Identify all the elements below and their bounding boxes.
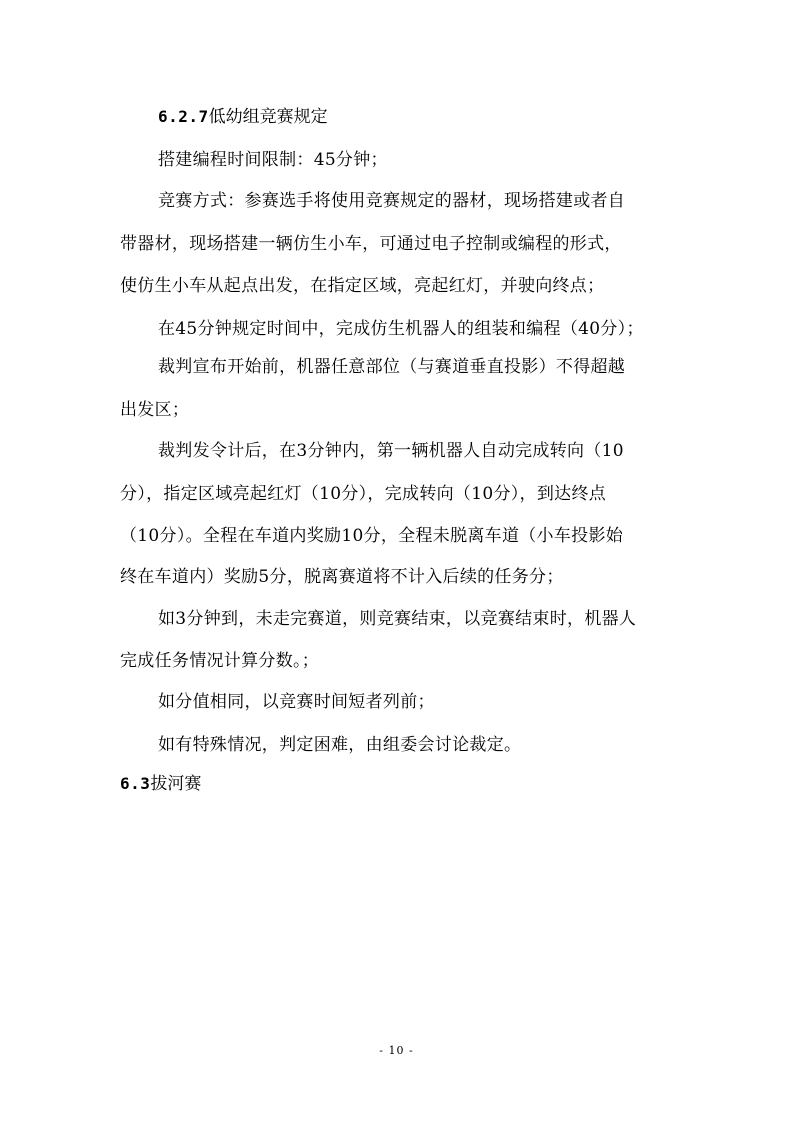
rule-time-limit: 搭建编程时间限制：45分钟； (158, 150, 388, 170)
section-heading-6-2-7 (158, 106, 328, 128)
section-title: 拔河赛 (150, 774, 202, 794)
page-number: - 10 - (379, 1044, 414, 1057)
rule-start-line-2: 出发区； (120, 400, 190, 420)
rule-tiebreak: 如分值相同，以竞赛时间短者列前； (158, 692, 435, 712)
rule-competition-method-line-3: 使仿生小车从起点出发，在指定区域，亮起红灯，并驶向终点； (120, 276, 605, 296)
rule-competition-method-line-1: 竞赛方式：参赛选手将使用竞赛规定的器材，现场搭建或者自 (158, 191, 626, 211)
rule-special-cases: 如有特殊情况，判定困难，由组委会讨论裁定。 (158, 735, 522, 755)
rule-competition-method-line-2: 带器材，现场搭建一辆仿生小车，可通过电子控制或编程的形式， (120, 234, 622, 254)
rule-scoring-line-3: （10分）。全程在车道内奖励10分，全程未脱离车道（小车投影始 (120, 526, 624, 546)
section-heading-6-3 (120, 773, 201, 795)
rule-timeout-line-1: 如3分钟到，未走完赛道，则竞赛结束，以竞赛结束时，机器人 (158, 609, 637, 629)
section-number: 6.3 (120, 774, 151, 793)
rule-timeout-line-2: 完成任务情况计算分数。； (120, 651, 320, 671)
rule-scoring-line-1: 裁判发令计后，在3分钟内，第一辆机器人自动完成转向（10 (158, 441, 624, 461)
rule-assembly-time: 在45分钟规定时间中，完成仿生机器人的组装和编程（40分）； (158, 319, 644, 339)
section-title: 低幼组竞赛规定 (208, 107, 328, 127)
section-number: 6.2.7 (158, 107, 209, 126)
rule-start-line-1: 裁判宣布开始前，机器任意部位（与赛道垂直投影）不得超越 (158, 357, 626, 377)
rule-scoring-line-4: 终在车道内）奖励5分，脱离赛道将不计入后续的任务分； (120, 567, 564, 587)
rule-scoring-line-2: 分），指定区域亮起红灯（10分），完成转向（10分），到达终点 (120, 484, 607, 504)
